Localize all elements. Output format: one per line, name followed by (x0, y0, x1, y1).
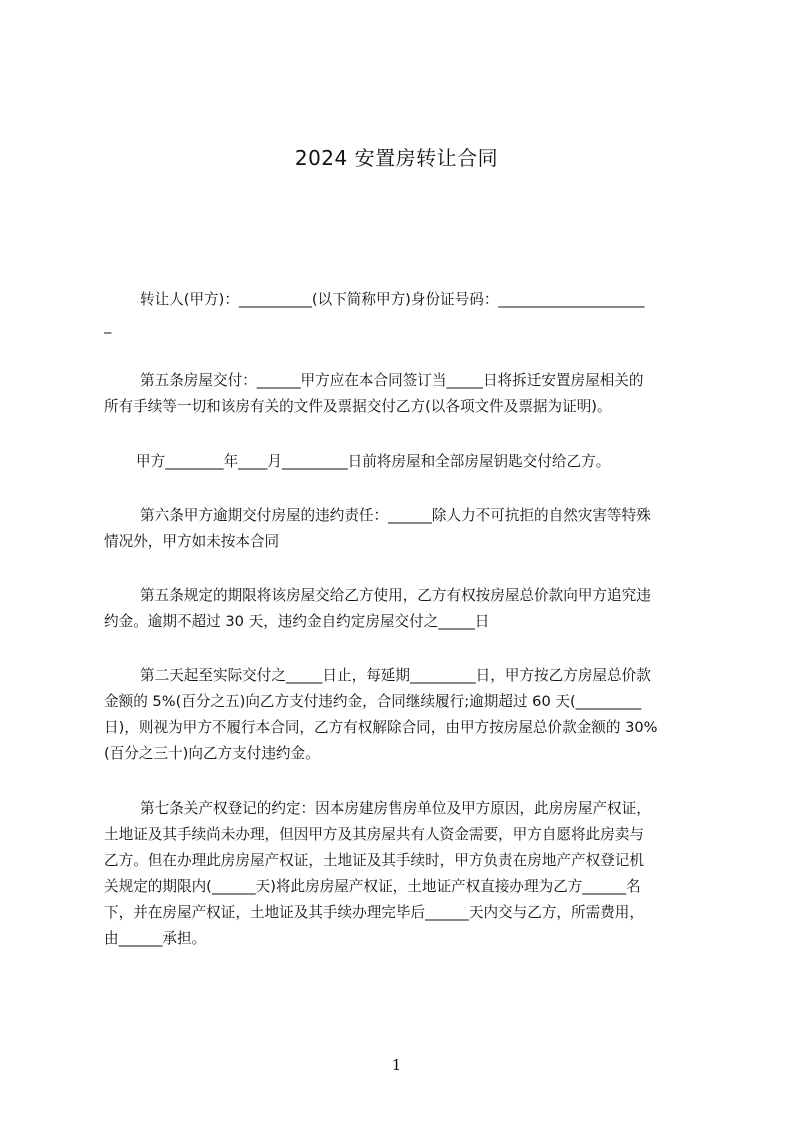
paragraph-article-7-title-registration (104, 796, 700, 952)
text-line: 下，并在房屋产权证，土地证及其手续办理完毕后______天内交与乙方，所需费用， (104, 904, 644, 921)
text-line: 第六条甲方逾期交付房屋的违约责任：______除人力不可抗拒的自然灾害等特殊 (140, 507, 651, 524)
page-number: 1 (391, 1056, 402, 1074)
text-line: 约金。逾期不超过 30 天，违约金自约定房屋交付之_____日 (104, 613, 490, 630)
paragraph-article-5-delivery (104, 368, 700, 420)
text-line: 情况外，甲方如未按本合同 (104, 533, 280, 550)
text-line: 第二天起至实际交付之_____日止，每延期_________日，甲方按乙方房屋总价款 (140, 667, 651, 684)
text-line: 关规定的期限内(______天)将此房房屋产权证，土地证产权直接办理为乙方______名 (104, 878, 641, 895)
text-line: 乙方。但在办理此房房屋产权证，土地证及其手续时，甲方负责在房地产产权登记机 (104, 852, 644, 869)
text-line: 转让人(甲方)：__________(以下简称甲方)身份证号码：____________________ (140, 291, 645, 308)
text-line: 第五条规定的期限将该房屋交给乙方使用，乙方有权按房屋总价款向甲方追究违 (140, 587, 651, 604)
text-line: 金额的 5%(百分之五)向乙方支付违约金，合同继续履行;逾期超过 60 天(_________ (104, 693, 642, 710)
document-title: 2024 安置房转让合同 (294, 146, 499, 170)
text-line: 土地证及其手续尚未办理，但因甲方及其房屋共有人资金需要，甲方自愿将此房卖与 (104, 826, 644, 843)
text-line: (百分之三十)向乙方支付违约金。 (104, 745, 320, 762)
text-line: 甲方________年____月_________日前将房屋和全部房屋钥匙交付给乙方。 (136, 453, 611, 470)
paragraph-delay-penalty (104, 663, 700, 767)
paragraph-article-6-liability (104, 503, 700, 555)
text-line: _ (104, 317, 112, 334)
text-line: 第七条关产权登记的约定：因本房建房售房单位及甲方原因，此房房屋产权证， (140, 800, 651, 817)
paragraph-transferor (104, 287, 700, 339)
text-line: 所有手续等一切和该房有关的文件及票据交付乙方(以各项文件及票据为证明)。 (104, 398, 612, 415)
paragraph-key-handover (104, 449, 700, 475)
paragraph-penalty-terms (104, 583, 700, 635)
text-line: 日)，则视为甲方不履行本合同，乙方有权解除合同，由甲方按房屋总价款金额的 30% (104, 719, 658, 736)
text-line: 由______承担。 (104, 930, 207, 947)
text-line: 第五条房屋交付：______甲方应在本合同签订当_____日将拆迁安置房屋相关的 (140, 372, 644, 389)
